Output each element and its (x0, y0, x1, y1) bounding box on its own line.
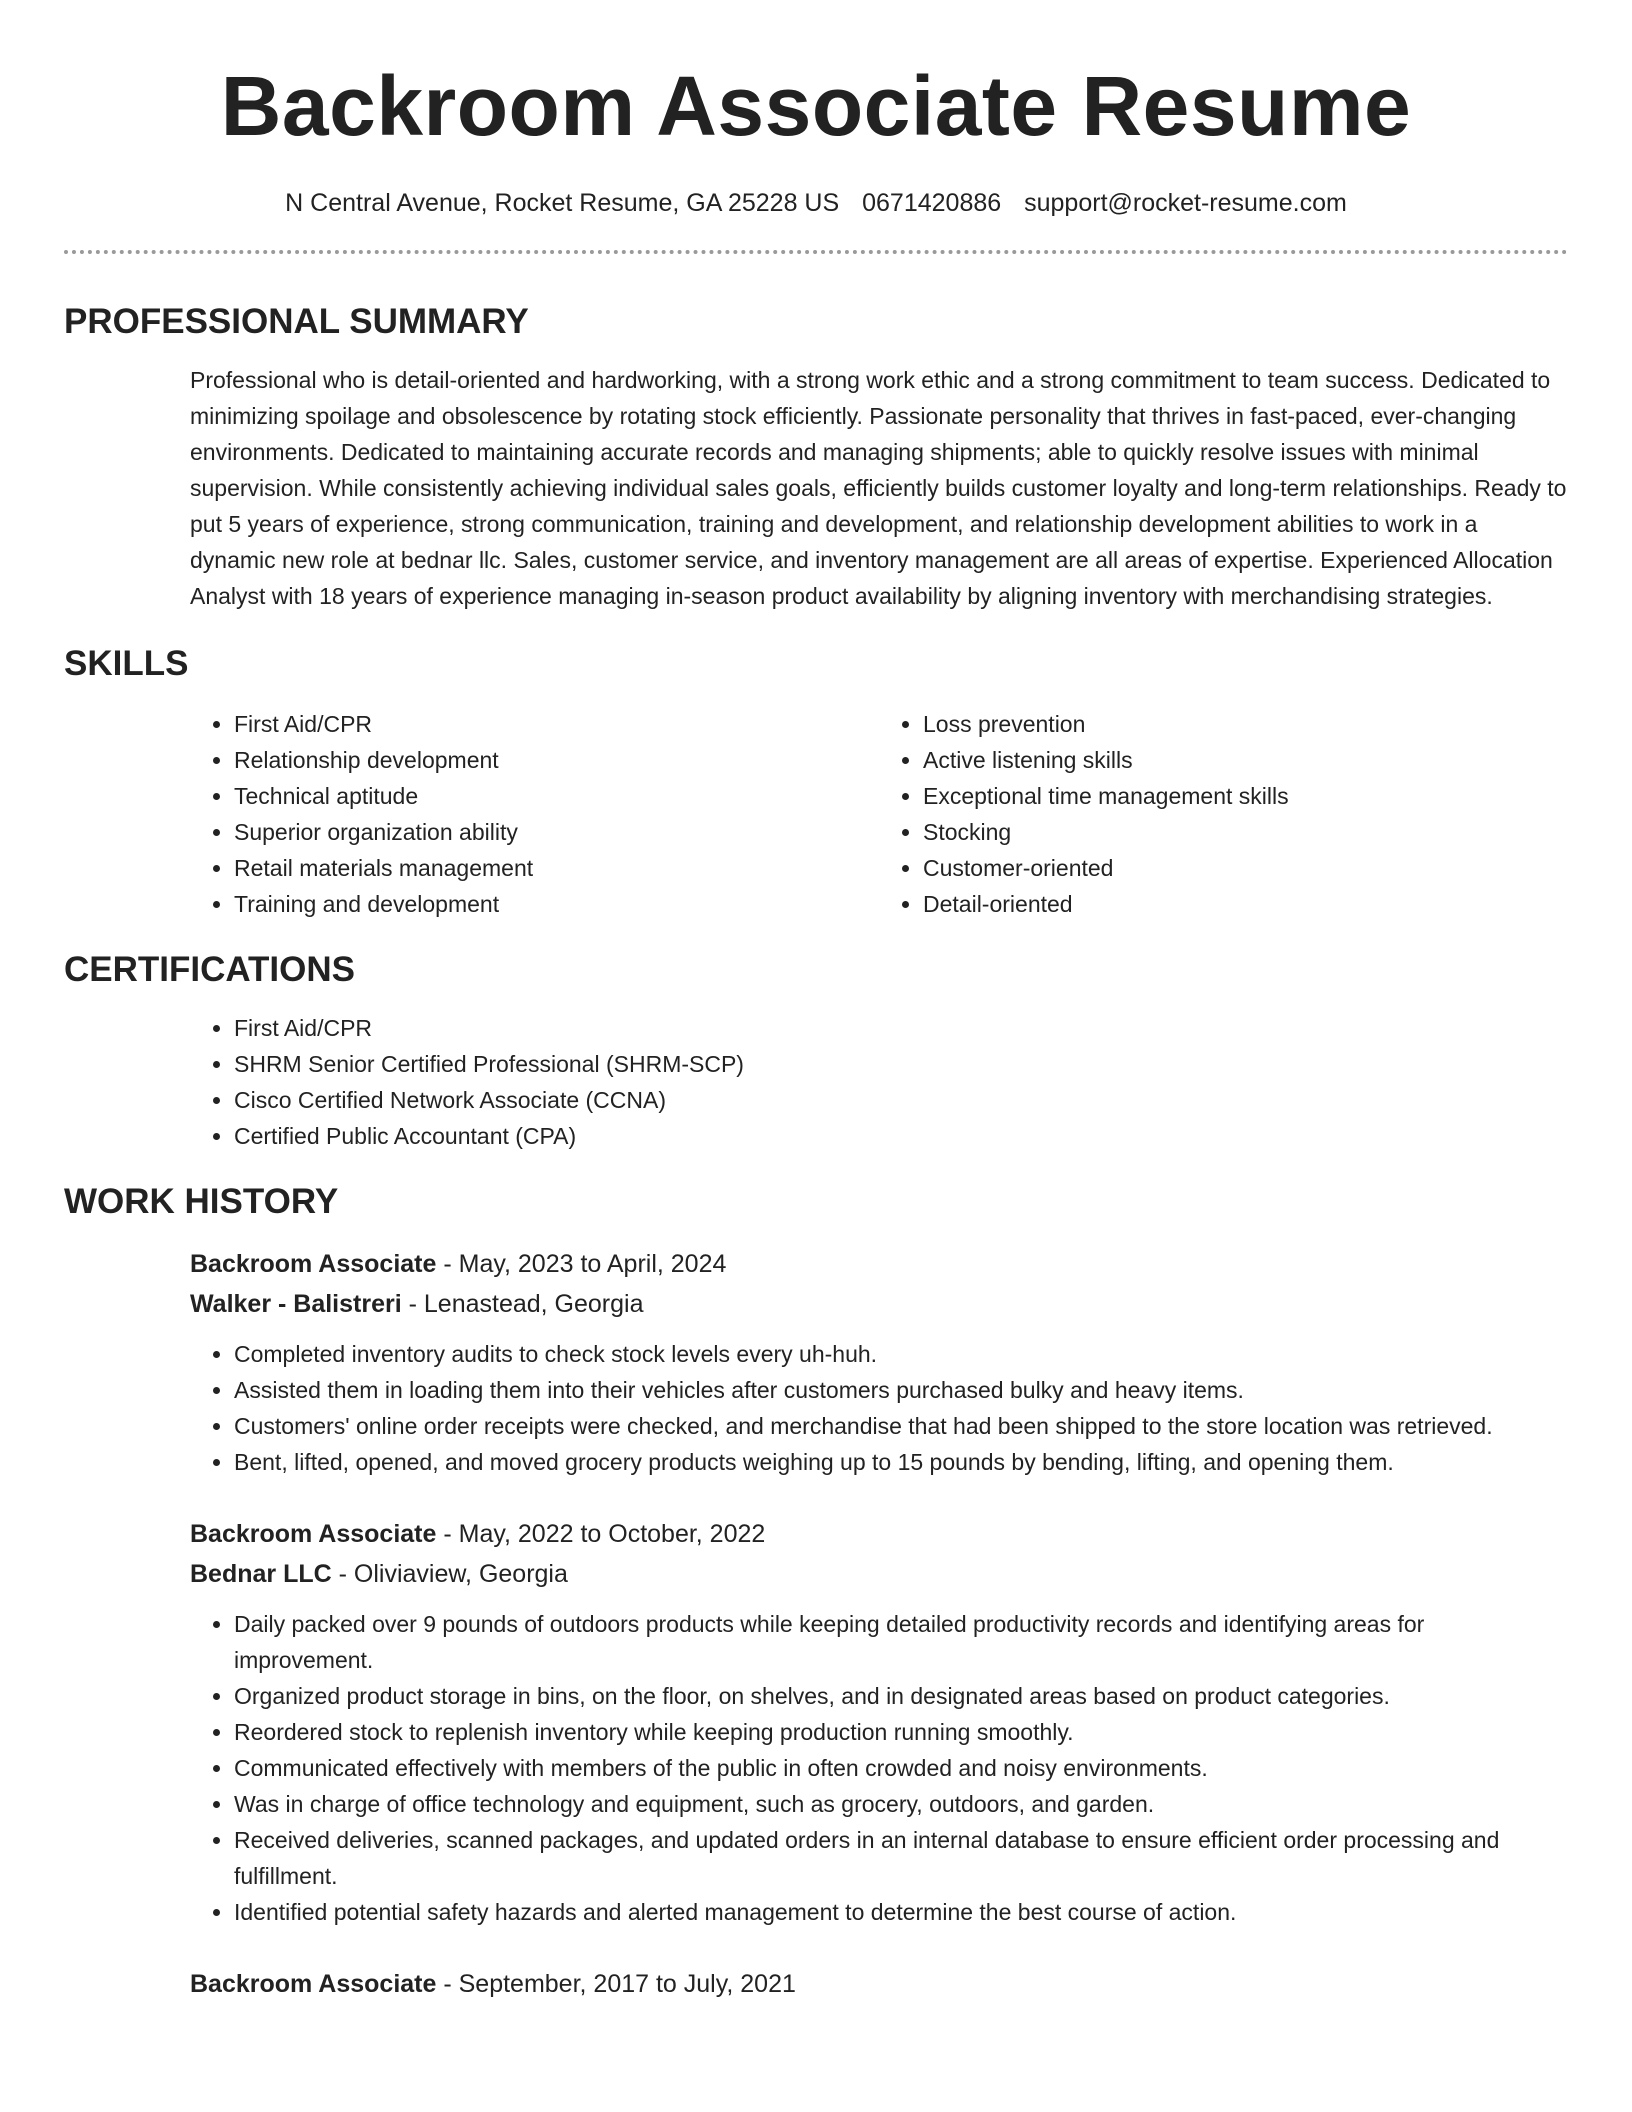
resume-title: Backroom Associate Resume (220, 59, 1412, 153)
job-role: Backroom Associate (190, 1970, 437, 1998)
job-bullet: • Was in charge of office technology and equipment, such as grocery, outdoors, and garden. (234, 1786, 1568, 1822)
skill-item: • First Aid/CPR (234, 706, 879, 742)
job-entry (190, 1514, 1568, 1930)
job-location: - Oliviaview, Georgia (331, 1560, 568, 1588)
resume-page (64, 0, 1568, 2004)
skill-item: • Relationship development (234, 742, 879, 778)
job-company-line (190, 1554, 1568, 1594)
job-company-line (190, 1284, 1568, 1324)
work-history-heading: WORK HISTORY (64, 1182, 339, 1221)
summary-heading: PROFESSIONAL SUMMARY (64, 302, 529, 341)
job-entry (190, 1244, 1568, 1480)
job-role-line (190, 1244, 1568, 1284)
skills-column-left (190, 706, 879, 922)
skill-item: • Exceptional time management skills (923, 778, 1568, 814)
job-role: Backroom Associate (190, 1520, 437, 1548)
skill-item: • Technical aptitude (234, 778, 879, 814)
job-bullet: • Received deliveries, scanned packages, and updated orders in an internal database to ensure efficient order processing and fulfillment. (234, 1822, 1568, 1894)
job-bullet: • Organized product storage in bins, on the floor, on shelves, and in designated areas based on product categories. (234, 1678, 1568, 1714)
skill-item: • Stocking (923, 814, 1568, 850)
job-bullets (190, 1606, 1568, 1930)
job-entry (190, 1964, 1568, 2004)
job-bullet: • Completed inventory audits to check stock levels every uh-huh. (234, 1336, 1568, 1372)
job-bullets (190, 1336, 1568, 1480)
certification-item: • SHRM Senior Certified Professional (SHRM-SCP) (234, 1046, 1568, 1082)
contact-email: support@rocket-resume.com (1024, 189, 1347, 217)
job-location: - Lenastead, Georgia (401, 1290, 644, 1318)
skills-column-right (879, 706, 1568, 922)
job-dates: - May, 2022 to October, 2022 (436, 1520, 766, 1548)
job-role-line (190, 1964, 1568, 2004)
contact-phone: 0671420886 (862, 189, 1002, 217)
job-role: Backroom Associate (190, 1250, 437, 1278)
job-company: Walker - Balistreri (190, 1290, 402, 1318)
job-role-line (190, 1514, 1568, 1554)
header-divider (64, 250, 1568, 254)
job-company: Bednar LLC (190, 1560, 332, 1588)
job-bullet: • Assisted them in loading them into their vehicles after customers purchased bulky and heavy items. (234, 1372, 1568, 1408)
job-bullet: • Reordered stock to replenish inventory while keeping production running smoothly. (234, 1714, 1568, 1750)
skill-item: • Training and development (234, 886, 879, 922)
job-bullet: • Communicated effectively with members of the public in often crowded and noisy environments. (234, 1750, 1568, 1786)
job-bullet: • Daily packed over 9 pounds of outdoors products while keeping detailed productivity records and identifying areas for improvement. (234, 1606, 1568, 1678)
skill-item: • Superior organization ability (234, 814, 879, 850)
certification-item: • Cisco Certified Network Associate (CCNA) (234, 1082, 1568, 1118)
contact-address: N Central Avenue, Rocket Resume, GA 25228 US (285, 189, 840, 217)
certifications-heading: CERTIFICATIONS (64, 950, 356, 989)
contact-line (64, 186, 1568, 220)
job-dates: - September, 2017 to July, 2021 (436, 1970, 796, 1998)
skills-heading: SKILLS (64, 644, 189, 683)
certification-item: • First Aid/CPR (234, 1010, 1568, 1046)
skill-item: • Detail-oriented (923, 886, 1568, 922)
skill-item: • Customer-oriented (923, 850, 1568, 886)
job-bullet: • Customers' online order receipts were checked, and merchandise that had been shipped to the store location was retrieved. (234, 1408, 1568, 1444)
job-bullet: • Bent, lifted, opened, and moved grocery products weighing up to 15 pounds by bending, lifting, and opening them. (234, 1444, 1568, 1480)
certification-item: • Certified Public Accountant (CPA) (234, 1118, 1568, 1154)
job-bullet: • Identified potential safety hazards and alerted management to determine the best course of action. (234, 1894, 1568, 1930)
skill-item: • Loss prevention (923, 706, 1568, 742)
skills-list (190, 706, 1568, 922)
skill-item: • Retail materials management (234, 850, 879, 886)
certifications-list (190, 1010, 1568, 1154)
skill-item: • Active listening skills (923, 742, 1568, 778)
job-dates: - May, 2023 to April, 2024 (436, 1250, 727, 1278)
summary-text: Professional who is detail-oriented and hardworking, with a strong work ethic and a strong commitment to team success. Dedicated to minimizing spoilage and obsolescence by rotating stock efficiently. Passionate personality that thrives in fast-paced, ever-changing environments. Dedicated to maintaining accurate records and managing shipments; able to quickly resolve issues with minimal supervision. While consistently achieving individual sales goals, efficiently builds customer loyalty and long-term relationships. Ready to put 5 years of experience, strong communication, training and development, and relationship development abilities to work in a dynamic new role at bednar llc. Sales, customer service, and inventory management are all areas of expertise. Experienced Allocation Analyst with 18 years of experience managing in-season product availability by aligning inventory with merchandising strategies. (190, 367, 1567, 609)
